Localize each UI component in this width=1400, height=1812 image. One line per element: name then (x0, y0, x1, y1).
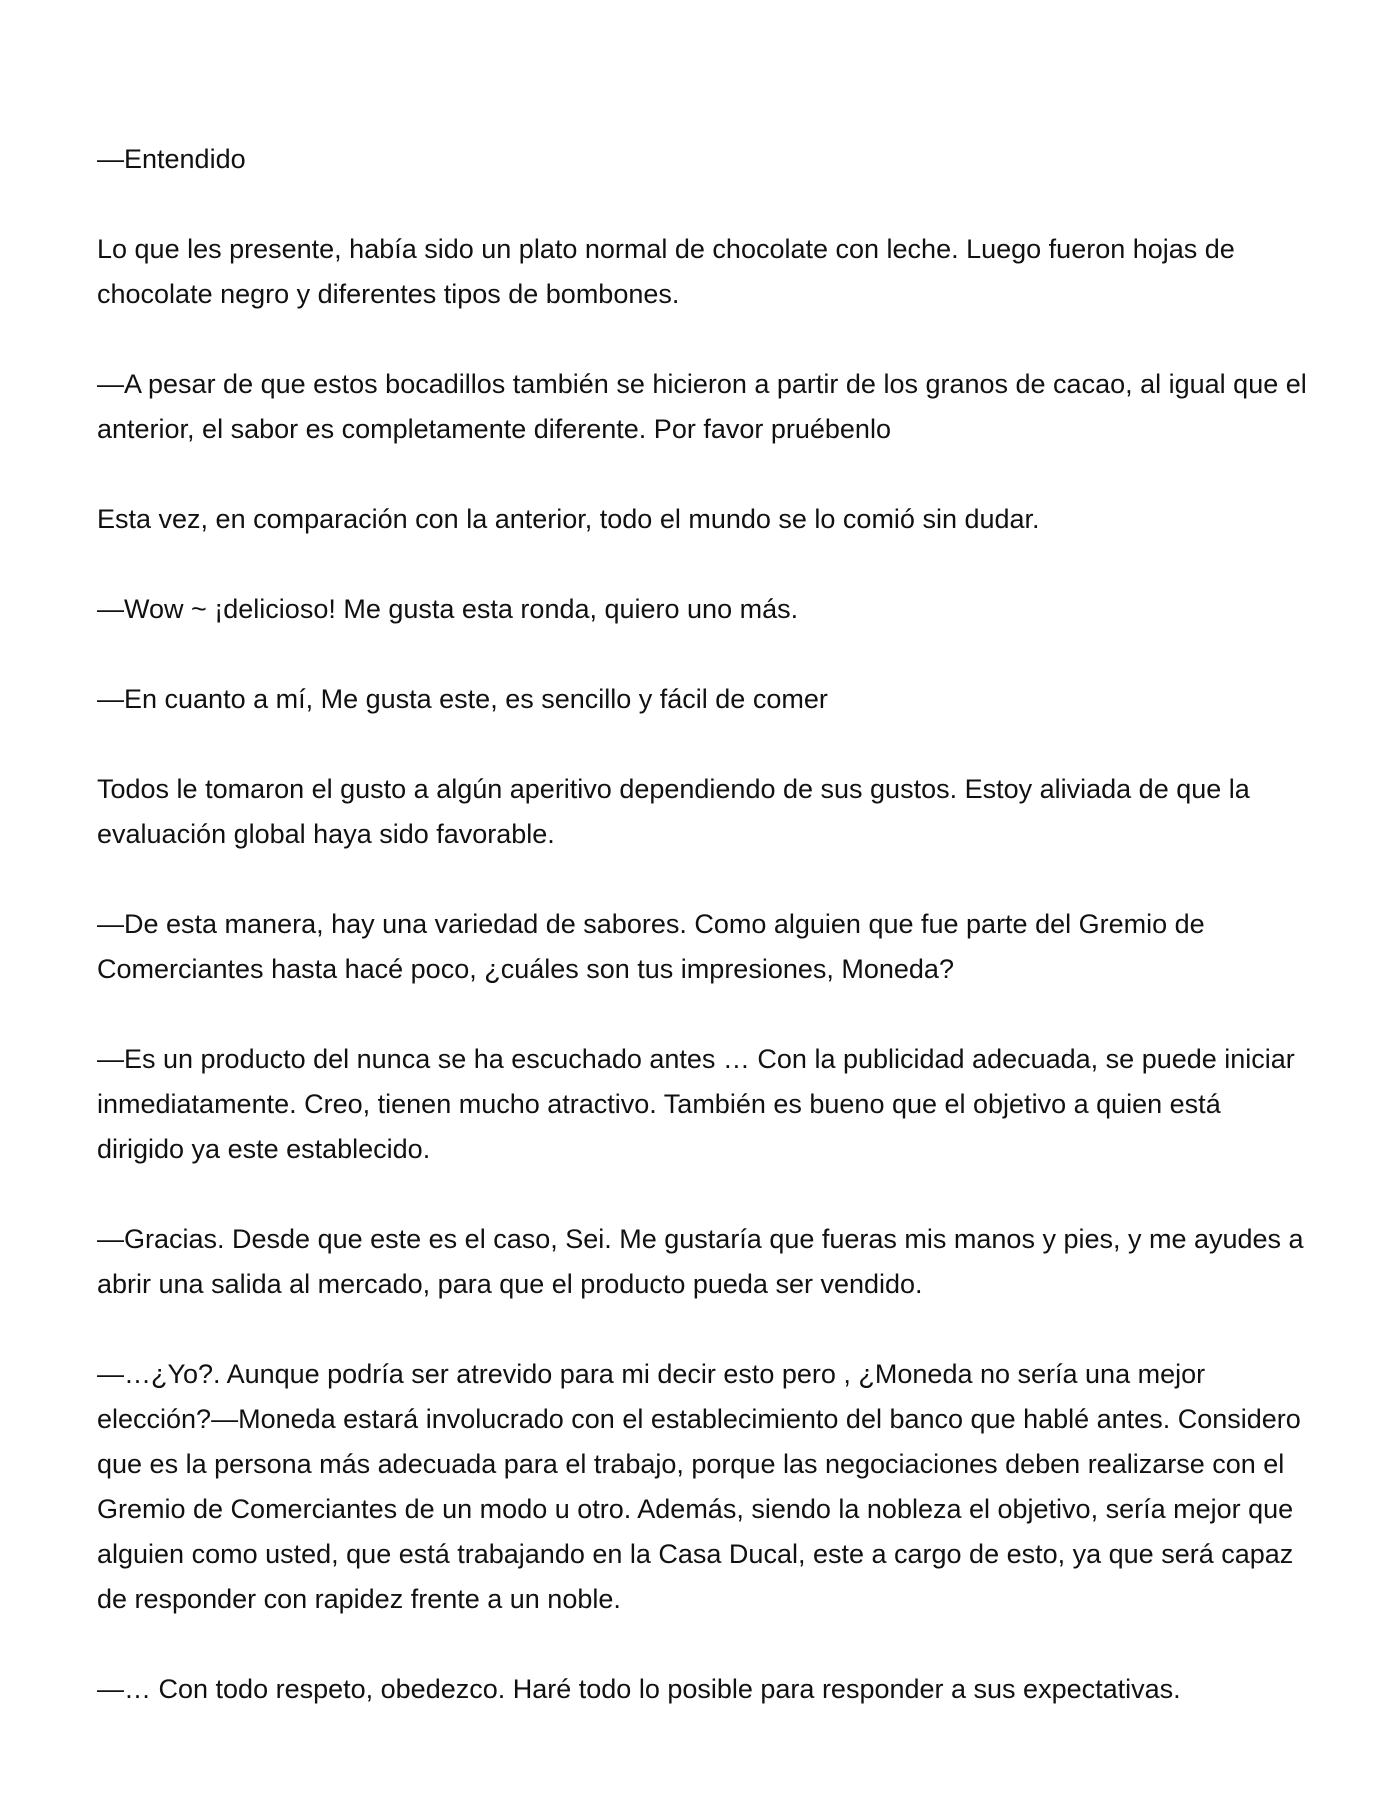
paragraph: —En cuanto a mí, Me gusta este, es sencillo y fácil de comer (97, 684, 828, 714)
paragraph: —…¿Yo?. Aunque podría ser atrevido para mi decir esto pero , ¿Moneda no sería una mejor elección?—Moneda estará involucrado con el establecimiento del banco que hablé antes. Considero que es la persona más adecuada para el trabajo, porque las negociaciones deben realizarse con el Gremio de Comerciantes de un modo u otro. Además, siendo la nobleza el objetivo, sería mejor que alguien como usted, que está trabajando en la Casa Ducal, este a cargo de esto, ya que será capaz de responder con rapidez frente a un noble. (97, 1359, 1301, 1614)
paragraph: —… Con todo respeto, obedezco. Haré todo lo posible para responder a sus expectativas. (97, 1674, 1181, 1704)
paragraph: —Wow ~ ¡delicioso! Me gusta esta ronda, quiero uno más. (97, 594, 799, 624)
paragraph: Lo que les presente, había sido un plato normal de chocolate con leche. Luego fueron hojas de chocolate negro y diferentes tipos de bombones. (97, 234, 1235, 309)
paragraph: Todos le tomaron el gusto a algún aperitivo dependiendo de sus gustos. Estoy aliviada de que la evaluación global haya sido favorable. (97, 774, 1250, 849)
paragraph: —Entendido (97, 144, 246, 174)
paragraph: —De esta manera, hay una variedad de sabores. Como alguien que fue parte del Gremio de Comerciantes hasta hacé poco, ¿cuáles son tus impresiones, Moneda? (97, 909, 1205, 984)
paragraph: —Es un producto del nunca se ha escuchado antes … Con la publicidad adecuada, se puede iniciar inmediatamente. Creo, tienen mucho atractivo. También es bueno que el objetivo a quien está dirigido ya este establecido. (97, 1044, 1295, 1164)
document-body (97, 137, 1307, 1712)
paragraph: —A pesar de que estos bocadillos también se hicieron a partir de los granos de cacao, al igual que el anterior, el sabor es completamente diferente. Por favor pruébenlo (97, 369, 1307, 444)
paragraph: Esta vez, en comparación con la anterior, todo el mundo se lo comió sin dudar. (97, 504, 1040, 534)
paragraph: —Gracias. Desde que este es el caso, Sei. Me gustaría que fueras mis manos y pies, y me ayudes a abrir una salida al mercado, para que el producto pueda ser vendido. (97, 1224, 1304, 1299)
